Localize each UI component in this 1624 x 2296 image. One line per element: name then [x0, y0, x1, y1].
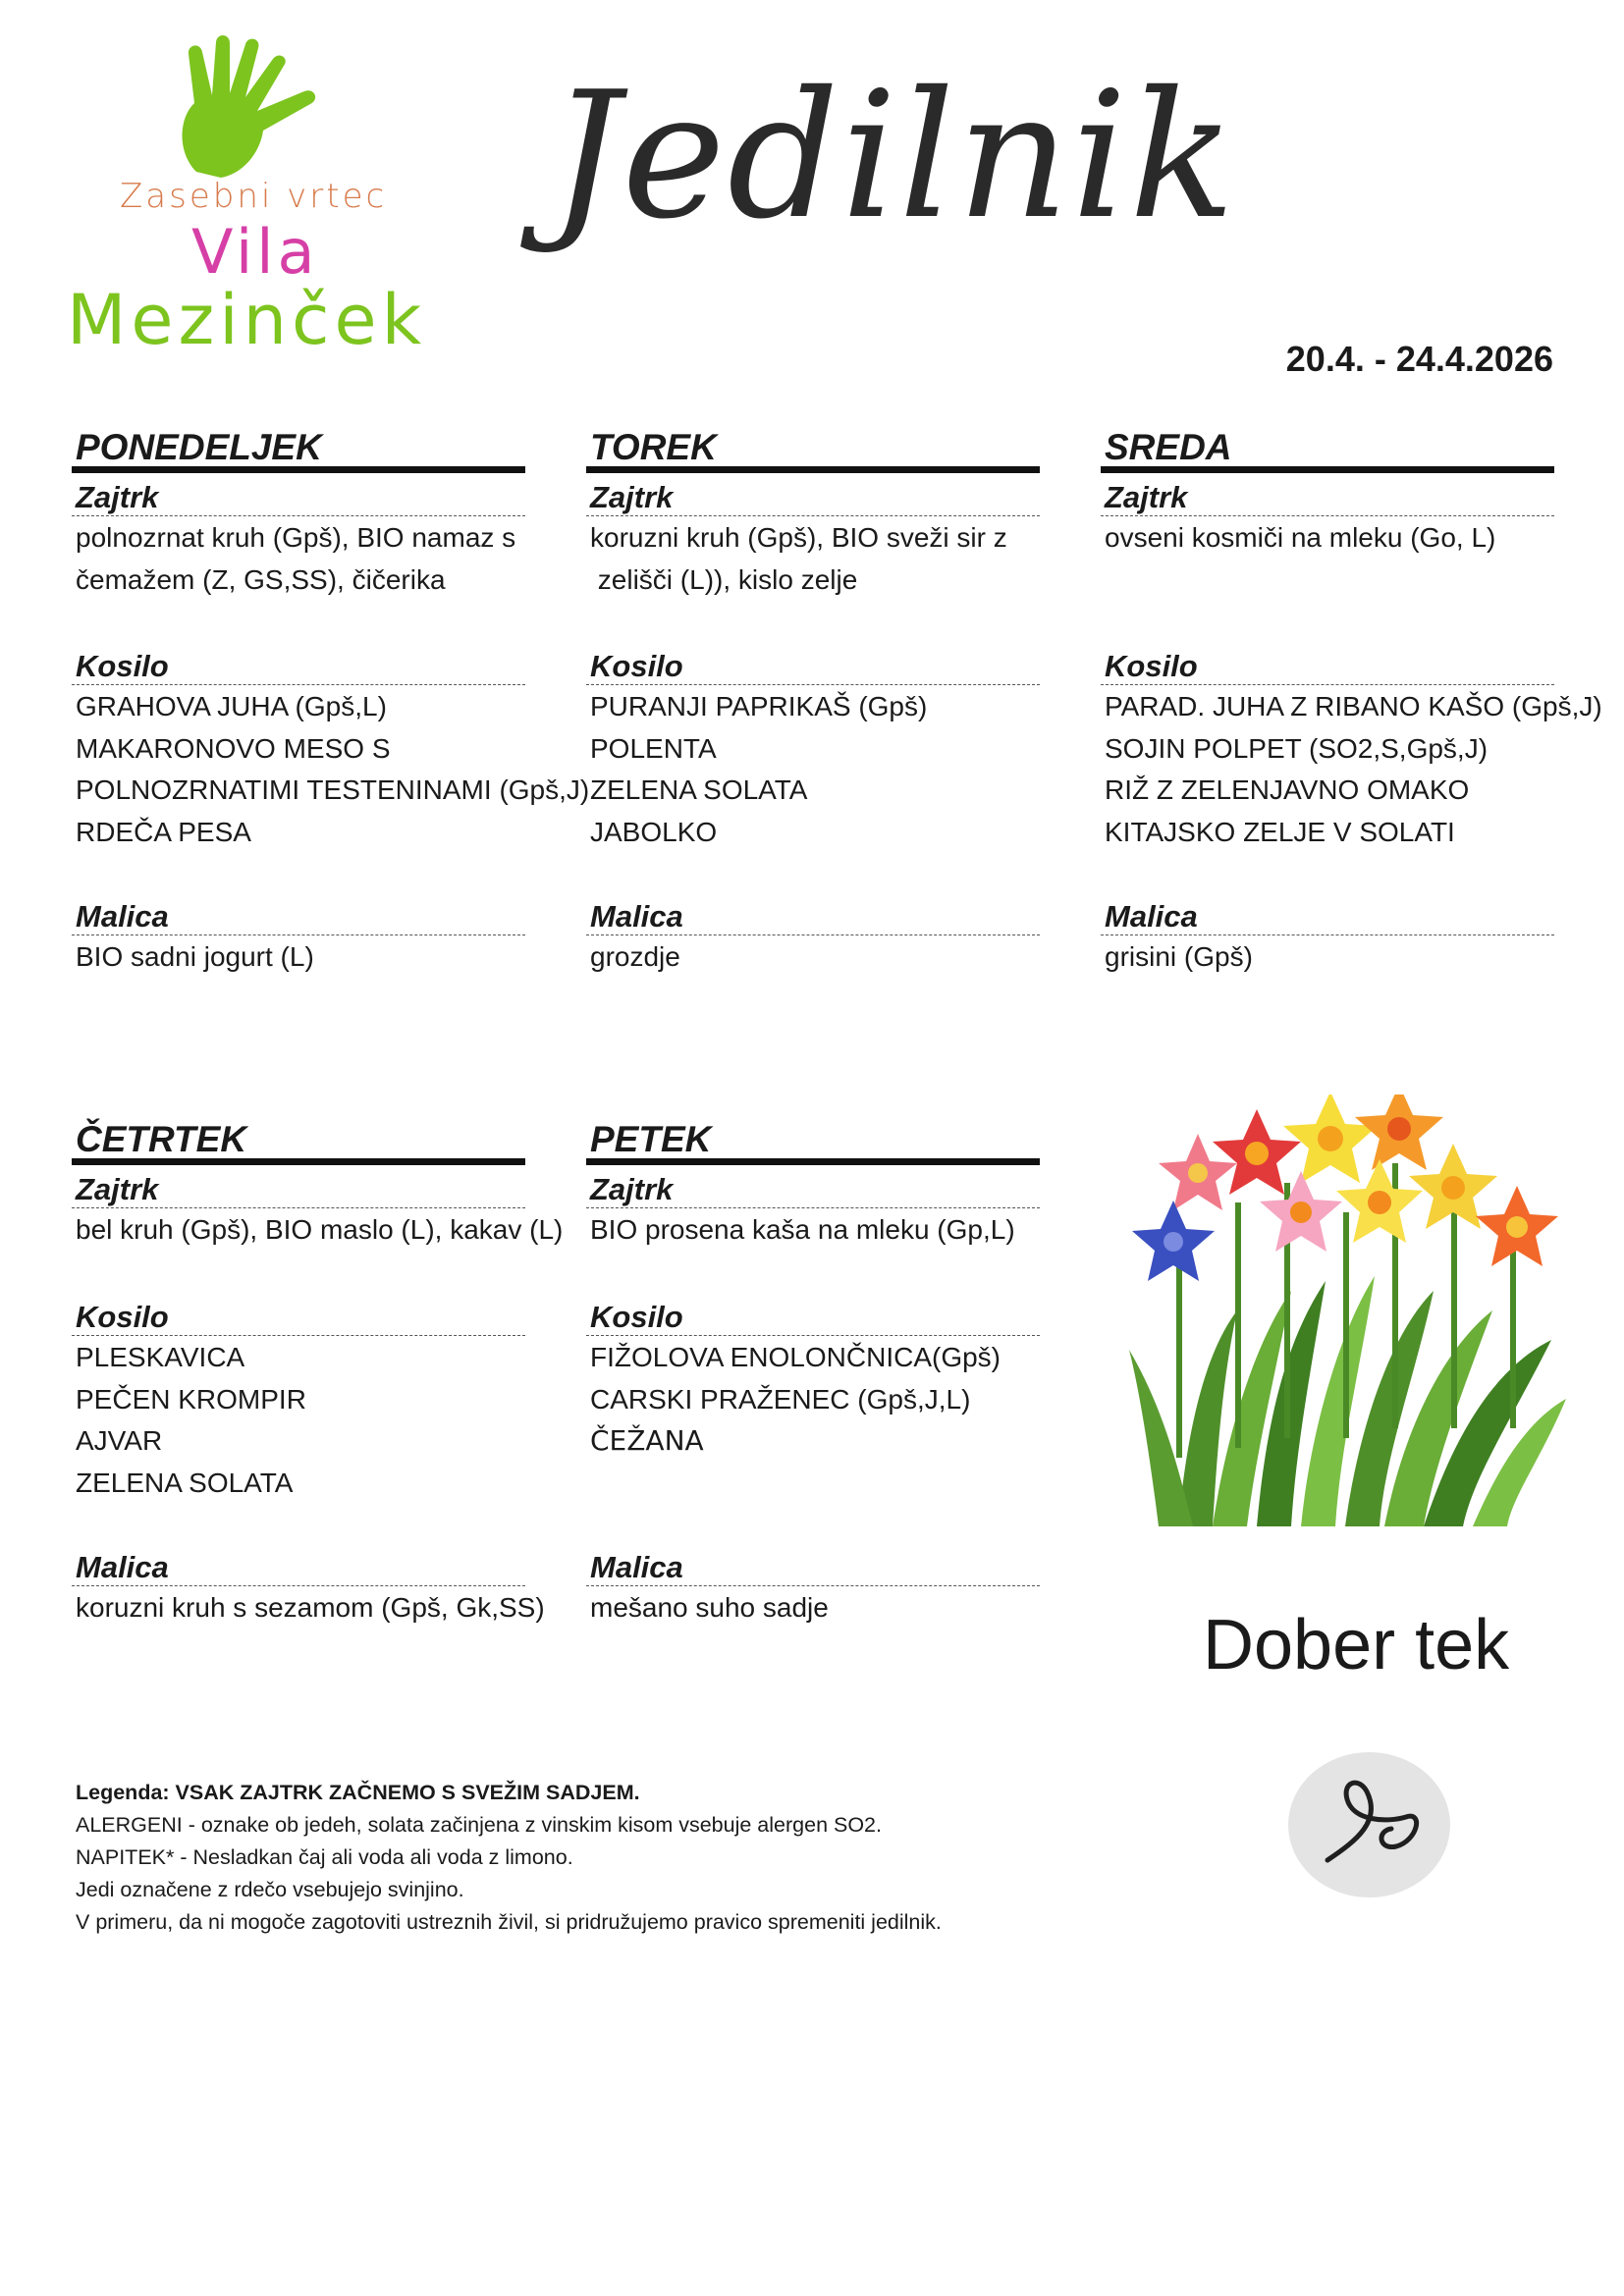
logo-line-2: Vila [191, 216, 319, 288]
meal-snack [586, 1543, 1040, 1629]
meal-snack [72, 1543, 545, 1629]
meal-breakfast [1101, 473, 1554, 642]
menu-item: ovseni kosmiči na mleku (Go, L) [1105, 522, 1496, 553]
meal-title: Kosilo [1101, 642, 1554, 685]
day-column-thursday [72, 1114, 564, 1629]
meal-snack [586, 892, 1040, 979]
legend-line: NAPITEK* - Nesladkan čaj ali voda ali voda z limono. [76, 1845, 573, 1869]
logo-line-3: Mezinček [67, 280, 427, 360]
day-name: PONEDELJEK [72, 422, 525, 473]
meal-title: Zajtrk [1101, 473, 1554, 516]
day-column-friday [586, 1114, 1040, 1629]
meal-title: Malica [1101, 892, 1554, 935]
meal-title: Zajtrk [72, 473, 525, 516]
menu-item: RDEČA PESA [76, 816, 251, 847]
meal-lunch [72, 1293, 525, 1543]
menu-item: BIO sadni jogurt (L) [76, 941, 314, 972]
legend-line: Jedi označene z rdečo vsebujejo svinjino. [76, 1878, 464, 1901]
menu-item: MAKARONOVO MESO S [76, 732, 391, 764]
menu-item: PARAD. JUHA Z RIBANO KAŠO (Gpš,J) [1105, 691, 1602, 721]
menu-item: PLESKAVICA [76, 1342, 245, 1372]
meal-title: Malica [72, 1543, 525, 1586]
menu-item: bel kruh (Gpš), BIO maslo (L), kakav (L) [76, 1214, 564, 1245]
menu-item: BIO prosena kaša na mleku (Gp,L) [590, 1214, 1015, 1245]
dober-tek-text: Dober tek [1203, 1606, 1510, 1684]
day-name: PETEK [586, 1114, 1040, 1165]
menu-item: RIŽ Z ZELENJAVNO OMAKO [1105, 774, 1470, 805]
menu-item: AJVAR [76, 1425, 163, 1456]
day-name: TOREK [586, 422, 1040, 473]
date-range: 20.4. - 24.4.2026 [1285, 339, 1553, 379]
legend-line: V primeru, da ni mogoče zagotoviti ustreznih živil, si pridružujemo pravico spremeniti jedilnik. [76, 1910, 942, 1934]
meal-breakfast [586, 1165, 1040, 1293]
menu-item: grozdje [590, 941, 680, 972]
menu-item: GRAHOVA JUHA (Gpš,L) [76, 691, 387, 721]
menu-item: CARSKI PRAŽENEC (Gpš,J,L) [590, 1383, 971, 1415]
menu-item: FIŽOLOVA ENOLONČNICA(Gpš) [590, 1342, 1001, 1372]
menu-item: zelišči (L)), kislo zelje [590, 563, 858, 595]
legend [76, 1777, 942, 1939]
menu-item: koruzni kruh (Gpš), BIO sveži sir z [590, 522, 1007, 553]
menu-item: PURANJI PAPRIKAŠ (Gpš) [590, 691, 928, 721]
meal-snack [1101, 892, 1554, 979]
menu-item: POLNOZRNATIMI TESTENINAMI (Gpš,J) [76, 774, 590, 805]
meal-title: Kosilo [586, 642, 1040, 685]
meal-title: Malica [586, 1543, 1040, 1586]
menu-item: SOJIN POLPET (SO2,S,Gpš,J) [1105, 732, 1489, 764]
menu-item: ZELENA SOLATA [590, 774, 808, 805]
meal-breakfast [72, 473, 525, 642]
legend-line: Legenda: VSAK ZAJTRK ZAČNEMO S SVEŽIM SADJEM. [76, 1781, 640, 1804]
day-name: SREDA [1101, 422, 1554, 473]
meal-title: Zajtrk [72, 1165, 525, 1208]
menu-item: mešano suho sadje [590, 1592, 829, 1623]
meal-breakfast [72, 1165, 564, 1293]
menu-item: koruzni kruh s sezamom (Gpš, Gk,SS) [76, 1592, 545, 1623]
menu-item: čemažem (Z, GS,SS), čičerika [76, 563, 446, 595]
meal-breakfast [586, 473, 1040, 642]
meal-title: Kosilo [586, 1293, 1040, 1336]
legend-line: ALERGENI - oznake ob jedeh, solata začinjena z vinskim kisom vsebuje alergen SO2. [76, 1813, 882, 1837]
meal-title: Malica [586, 892, 1040, 935]
day-column-wednesday [1101, 422, 1602, 979]
day-name: ČETRTEK [72, 1114, 525, 1165]
menu-item: JABOLKO [590, 816, 718, 847]
meal-snack [72, 892, 525, 979]
day-column-tuesday [586, 422, 1040, 979]
meal-title: Kosilo [72, 642, 525, 685]
meal-title: Zajtrk [586, 1165, 1040, 1208]
menu-item: PEČEN KROMPIR [76, 1383, 306, 1415]
daffodil-bouquet-icon [1119, 1095, 1571, 1536]
menu-item: ČEŽANA [590, 1424, 704, 1457]
page-title: Jedilnik [550, 54, 1237, 257]
meal-title: Malica [72, 892, 525, 935]
kindergarten-logo [59, 29, 452, 360]
meal-title: Zajtrk [586, 473, 1040, 516]
meal-lunch [586, 642, 1040, 892]
signature-badge-icon [1288, 1752, 1450, 1897]
logo-line-1: Zasebni vrtec [120, 177, 388, 216]
meal-title: Kosilo [72, 1293, 525, 1336]
meal-lunch [72, 642, 590, 892]
day-column-monday [72, 422, 590, 979]
menu-item: grisini (Gpš) [1105, 941, 1253, 972]
menu-item: ZELENA SOLATA [76, 1467, 294, 1498]
meal-lunch [1101, 642, 1602, 892]
menu-item: polnozrnat kruh (Gpš), BIO namaz s [76, 522, 516, 553]
hand-icon [167, 34, 353, 182]
menu-item: POLENTA [590, 732, 717, 764]
meal-lunch [586, 1293, 1040, 1543]
menu-item: KITAJSKO ZELJE V SOLATI [1105, 816, 1455, 847]
